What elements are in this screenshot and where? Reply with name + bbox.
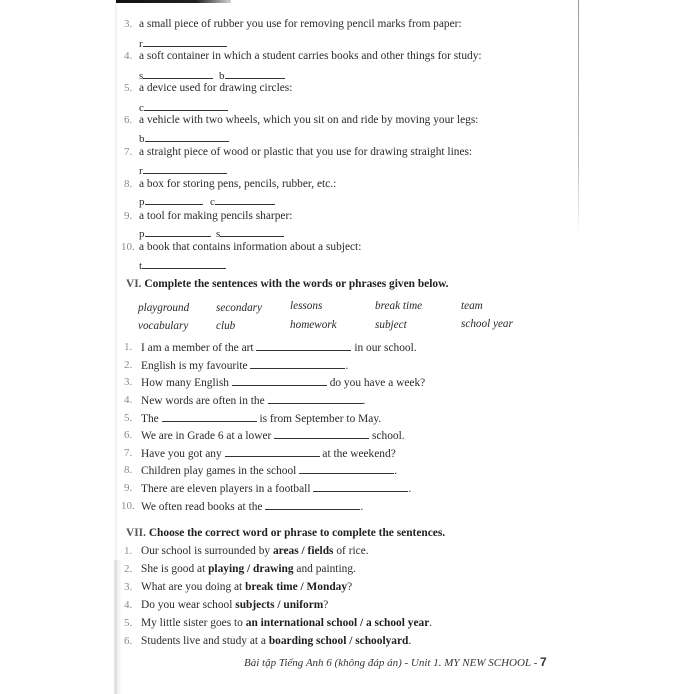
sentence: Students live and study at a boarding school / schoolyard. — [141, 635, 412, 647]
word-bank-item: club — [216, 320, 236, 332]
first-letter: r — [139, 38, 143, 50]
item-number: 1. — [124, 341, 133, 353]
item-definition: a book that contains information about a subject: — [139, 241, 362, 253]
first-letter: r — [139, 165, 143, 177]
word-bank-item: playground — [138, 302, 190, 314]
answer-blank[interactable] — [232, 375, 327, 386]
sentence: English is my favourite . — [141, 360, 349, 372]
answer-blank[interactable] — [216, 226, 284, 241]
section-heading: VI. Complete the sentences with the words or phrases given below. — [126, 278, 449, 290]
word-bank-item: vocabulary — [138, 320, 189, 332]
sentence: We often read books at the . — [141, 501, 364, 513]
sentence: What are you doing at break time / Monday? — [141, 581, 353, 593]
item-definition: a vehicle with two wheels, which you sit on and ride by moving your legs: — [139, 114, 479, 126]
answer-blank[interactable] — [250, 358, 345, 369]
word-bank-item: subject — [375, 319, 407, 331]
item-number: 5. — [124, 617, 133, 629]
page-fold-line — [578, 0, 579, 235]
item-number: 5. — [124, 82, 133, 94]
item-number: 2. — [124, 563, 133, 575]
item-number: 9. — [124, 482, 133, 494]
item-definition: a tool for making pencils sharper: — [139, 210, 293, 222]
item-number: 4. — [124, 394, 133, 406]
first-letter: b — [219, 70, 225, 82]
answer-blank[interactable] — [313, 481, 408, 492]
first-letter: p — [139, 196, 145, 208]
item-number: 7. — [124, 146, 133, 158]
sentence: My little sister goes to an international school / a school year. — [141, 617, 433, 629]
item-number: 4. — [124, 50, 133, 62]
answer-blank[interactable] — [139, 258, 226, 273]
sentence: Children play games in the school . — [141, 465, 398, 477]
item-number: 3. — [124, 581, 133, 593]
answer-blank[interactable] — [139, 131, 229, 146]
first-letter: c — [139, 102, 144, 114]
first-letter: s — [139, 70, 144, 82]
item-number: 6. — [124, 429, 133, 441]
word-bank-item: school year — [461, 318, 513, 330]
sentence: She is good at playing / drawing and painting. — [141, 563, 356, 575]
item-number: 9. — [124, 210, 133, 222]
page-number: 7 — [539, 655, 547, 669]
answer-blank[interactable] — [210, 194, 275, 209]
item-number: 2. — [124, 359, 133, 371]
item-number: 8. — [124, 464, 133, 476]
item-number: 3. — [124, 18, 133, 30]
answer-blank[interactable] — [256, 340, 351, 351]
page-edge-shadow-bottom — [114, 560, 122, 694]
item-definition: a straight piece of wood or plastic that you use for drawing straight lines: — [139, 146, 473, 158]
first-letter: c — [210, 196, 215, 208]
item-definition: a soft container in which a student carries books and other things for study: — [139, 50, 482, 62]
choice-options[interactable]: playing / drawing — [208, 563, 294, 575]
item-number: 6. — [124, 635, 133, 647]
sentence: Our school is surrounded by areas / fields of rice. — [141, 545, 369, 557]
item-number: 7. — [124, 447, 133, 459]
answer-blank[interactable] — [268, 393, 363, 404]
choice-options[interactable]: an international school / a school year — [245, 617, 430, 629]
item-number: 5. — [124, 412, 133, 424]
word-bank-item: secondary — [216, 302, 262, 314]
first-letter: s — [216, 228, 221, 240]
footer-text: Bài tập Tiếng Anh 6 (không đáp án) - Unit 1. MY NEW SCHOOL - — [244, 657, 538, 669]
sentence: How many English do you have a week? — [141, 377, 426, 389]
item-number: 4. — [124, 599, 133, 611]
answer-blank[interactable] — [265, 499, 360, 510]
item-number: 10. — [121, 500, 135, 512]
sentence: The is from September to May. — [141, 413, 382, 425]
sentence: Have you got any at the weekend? — [141, 448, 396, 460]
sentence: There are eleven players in a football . — [141, 483, 412, 495]
answer-blank[interactable] — [299, 463, 394, 474]
answer-blank[interactable] — [139, 226, 211, 241]
item-number: 8. — [124, 178, 133, 190]
sentence: Do you wear school subjects / uniform? — [141, 599, 329, 611]
word-bank-item: homework — [290, 319, 337, 331]
item-number: 10. — [121, 241, 135, 253]
item-number: 6. — [124, 114, 133, 126]
section-heading: VII. Choose the correct word or phrase to complete the sentences. — [126, 527, 446, 539]
answer-blank[interactable] — [139, 163, 227, 178]
page-footer — [244, 655, 547, 669]
word-bank-item: lessons — [290, 300, 323, 312]
sentence: I am a member of the art in our school. — [141, 342, 417, 354]
choice-options[interactable]: subjects / uniform — [235, 599, 324, 611]
item-number: 3. — [124, 376, 133, 388]
sentence: We are in Grade 6 at a lower school. — [141, 430, 405, 442]
answer-blank[interactable] — [274, 428, 369, 439]
first-letter: p — [139, 228, 145, 240]
sentence: New words are often in the . — [141, 395, 366, 407]
choice-options[interactable]: areas / fields — [272, 545, 334, 557]
first-letter: b — [139, 133, 145, 145]
word-bank-item: team — [461, 300, 483, 312]
answer-blank[interactable] — [139, 194, 203, 209]
choice-options[interactable]: boarding school / schoolyard — [268, 635, 409, 647]
item-number: 1. — [124, 545, 133, 557]
word-bank-item: break time — [375, 300, 423, 312]
item-definition: a small piece of rubber you use for removing pencil marks from paper: — [139, 18, 462, 30]
first-letter: t — [139, 260, 143, 272]
header-rule — [116, 0, 231, 3]
choice-options[interactable]: break time / Monday — [245, 581, 348, 593]
answer-blank[interactable] — [162, 411, 257, 422]
answer-blank[interactable] — [225, 446, 320, 457]
item-definition: a box for storing pens, pencils, rubber, etc.: — [139, 178, 337, 190]
item-definition: a device used for drawing circles: — [139, 82, 293, 94]
